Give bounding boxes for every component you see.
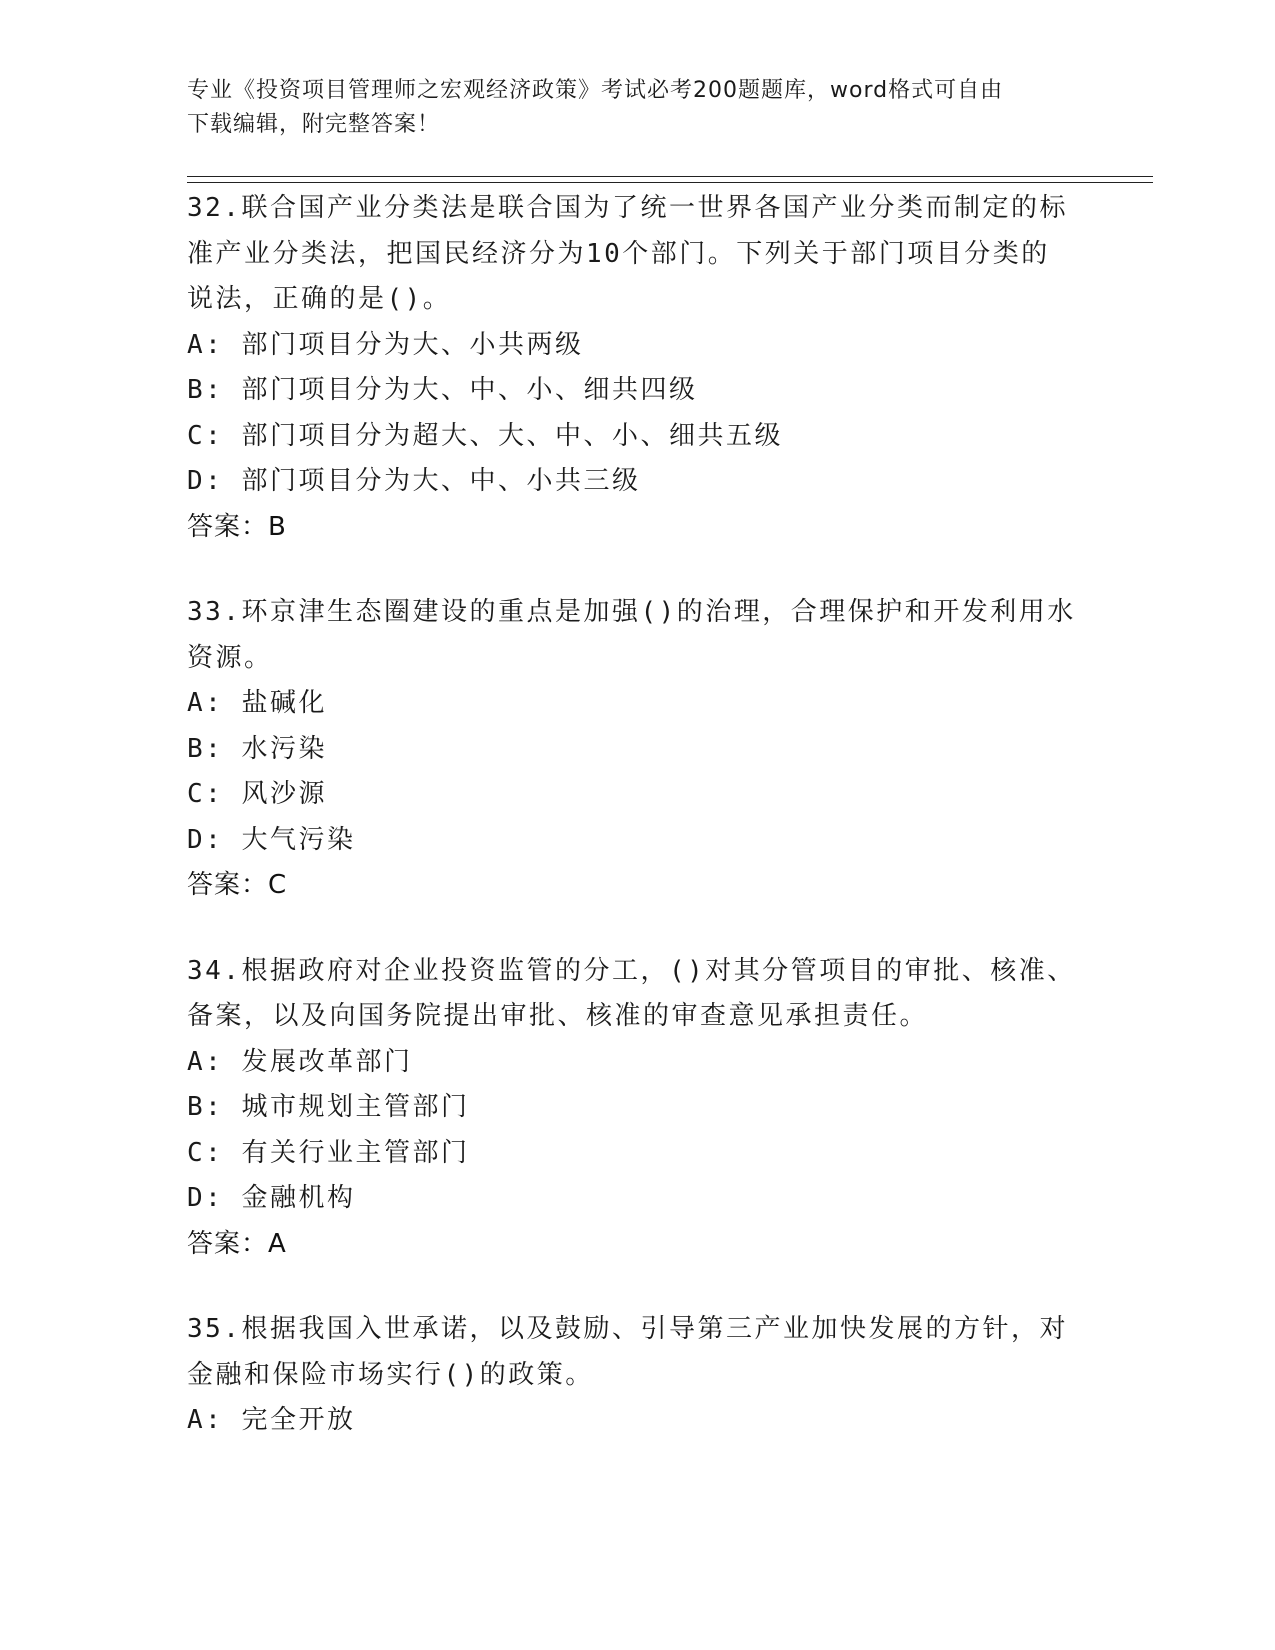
question-list — [187, 186, 1077, 1484]
header-line-1: 专业《投资项目管理师之宏观经济政策》考试必考200题题库，word格式可自由 — [187, 78, 1004, 103]
option-d: D: 大气污染 — [187, 824, 356, 855]
question-33 — [187, 590, 1077, 909]
option-b: B: 城市规划主管部门 — [187, 1092, 470, 1122]
option-c: C: 风沙源 — [187, 779, 327, 809]
question-stem: 32.联合国产业分类法是联合国为了统一世界各国产业分类而制定的标准产业分类法，把国民经济分为10个部门。下列关于部门项目分类的说法，正确的是()。 — [187, 193, 1068, 314]
answer-label: 答案：A — [187, 1228, 287, 1259]
header-line-2: 下载编辑，附完整答案！ — [187, 112, 441, 137]
header-divider-top — [187, 176, 1153, 177]
question-32 — [187, 186, 1077, 550]
question-stem: 34.根据政府对企业投资监管的分工，()对其分管项目的审批、核准、备案，以及向国务院提出审批、核准的审查意见承担责任。 — [187, 955, 1076, 1031]
option-b: B: 部门项目分为大、中、小、细共四级 — [187, 375, 698, 405]
option-c: C: 有关行业主管部门 — [187, 1137, 470, 1168]
option-b: B: 水污染 — [187, 733, 327, 764]
option-d: D: 部门项目分为大、中、小共三级 — [187, 466, 641, 496]
option-c: C: 部门项目分为超大、大、中、小、细共五级 — [187, 420, 783, 451]
option-d: D: 金融机构 — [187, 1183, 356, 1213]
question-stem: 35.根据我国入世承诺，以及鼓励、引导第三产业加快发展的方针，对金融和保险市场实行()的政策。 — [187, 1314, 1068, 1390]
option-a: A: 部门项目分为大、小共两级 — [187, 329, 584, 360]
answer-label: 答案：B — [187, 511, 287, 542]
header-divider-bottom — [187, 182, 1153, 183]
option-a: A: 发展改革部门 — [187, 1046, 413, 1077]
document-header — [187, 74, 1067, 142]
question-35 — [187, 1307, 1077, 1444]
option-a: A: 盐碱化 — [187, 688, 327, 718]
question-stem: 33.环京津生态圈建设的重点是加强()的治理，合理保护和开发利用水资源。 — [187, 597, 1076, 673]
answer-label: 答案：C — [187, 870, 288, 900]
option-a: A: 完全开放 — [187, 1405, 356, 1435]
question-34 — [187, 949, 1077, 1268]
